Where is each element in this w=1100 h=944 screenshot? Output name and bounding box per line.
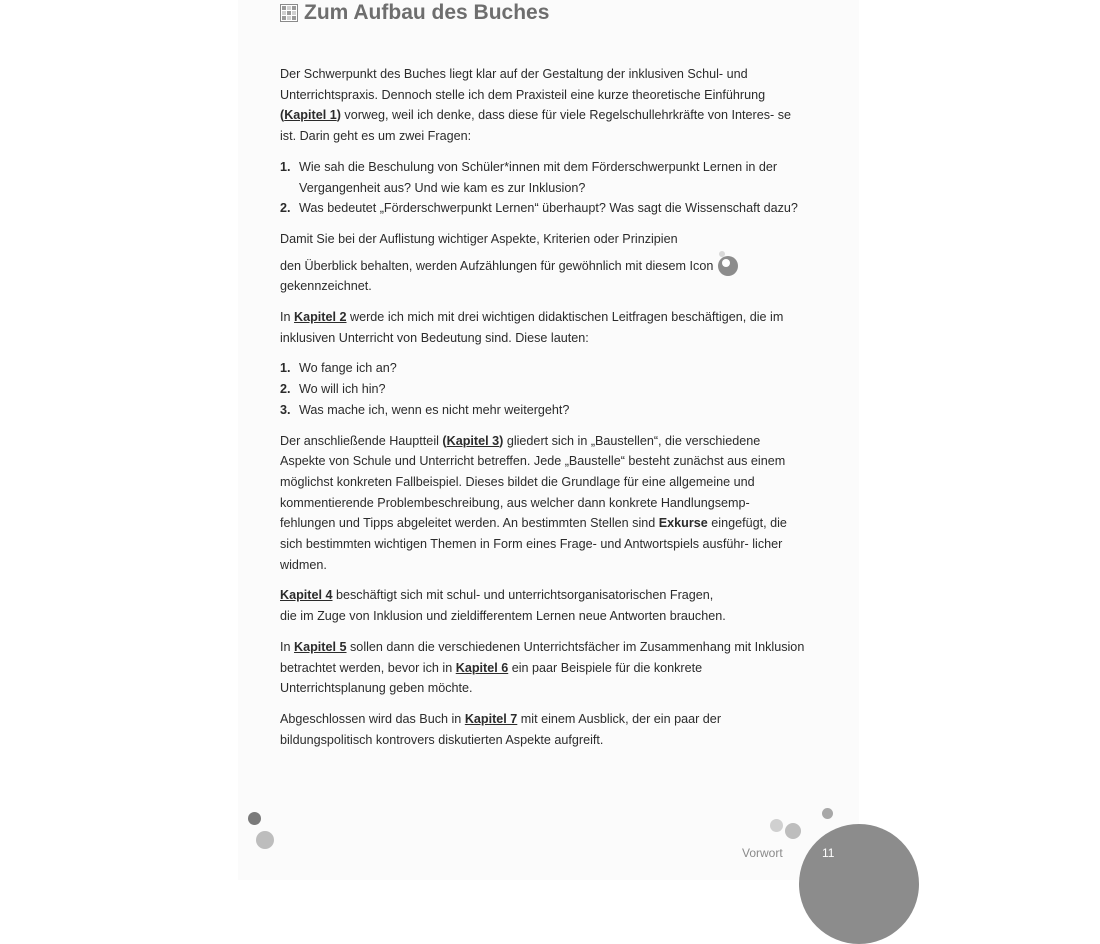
heading-title: Zum Aufbau des Buches xyxy=(304,1,550,24)
chapter-ref-3[interactable]: Kapitel 3 xyxy=(446,433,500,448)
puzzle-grid-icon xyxy=(280,4,298,22)
chapter-ref-7[interactable]: Kapitel 7 xyxy=(464,711,518,726)
list-item xyxy=(280,157,805,198)
list-text: Wie sah die Beschulung von Schüler*innen mit dem Förderschwerpunkt Lernen in der Vergangenheit aus? Und wie kam es zur Inklusion? xyxy=(299,159,778,195)
list-text: Was bedeutet „Förderschwerpunkt Lernen“ überhaupt? Was sagt die Wissenschaft dazu? xyxy=(299,201,798,216)
list-number: 2. xyxy=(280,201,291,216)
text-span: mit einem Ausblick, der ein paar der bildungspolitisch kontrovers diskutierten Aspekte aufgreift. xyxy=(280,711,722,747)
paragraph-chapter-7 xyxy=(280,709,805,750)
paren: ( xyxy=(280,108,285,123)
decor-dot-left-light xyxy=(256,831,274,849)
enumeration-bubble-icon xyxy=(715,250,739,276)
decor-dot-right-mid xyxy=(785,823,801,839)
question-list xyxy=(280,157,805,219)
text-span: Abgeschlossen wird das Buch in xyxy=(280,711,465,726)
list-item xyxy=(280,400,805,421)
text-span: vorweg, weil ich denke, dass diese für viele Regelschullehrkräfte von Interes- se ist. Darin geht es um zwei Fragen: xyxy=(280,108,792,144)
chapter-ref-6[interactable]: Kapitel 6 xyxy=(455,660,509,675)
paragraph-chapter-5-6 xyxy=(280,637,805,699)
text-span: In xyxy=(280,639,295,654)
text-span: die im Zuge von Inklusion und zieldifferentem Lernen neue Antworten brauchen. xyxy=(280,609,726,624)
paragraph-chapter-2 xyxy=(280,307,805,348)
chapter-ref-2[interactable]: Kapitel 2 xyxy=(294,310,347,325)
footer-section-label: Vorwort xyxy=(742,846,783,860)
text-span: gekennzeichnet. xyxy=(280,279,372,294)
list-number: 2. xyxy=(280,382,291,397)
list-item xyxy=(280,198,805,219)
list-text: Wo fange ich an? xyxy=(299,361,397,376)
chapter-ref-4[interactable]: Kapitel 4 xyxy=(280,588,333,603)
text-span: werde ich mich mit drei wichtigen didaktischen Leitfragen beschäftigen, die im inklusiven Unterricht von Bedeutung sind. Diese lauten: xyxy=(280,310,784,345)
text-span: Der Schwerpunkt des Buches liegt klar auf der Gestaltung der inklusiven Schul- und Unterrichtspraxis. Dennoch stelle ich dem Praxisteil eine kurze theoretische Einführung xyxy=(280,67,766,102)
list-text: Was mache ich, wenn es nicht mehr weitergeht? xyxy=(299,402,570,417)
chapter-ref-5[interactable]: Kapitel 5 xyxy=(294,639,347,654)
text-span: In xyxy=(280,310,295,325)
section-heading xyxy=(280,1,549,25)
text-span: sollen dann die verschiedenen Unterrichtsfächer im Zusammenhang mit Inklusion betrachtet werden, bevor ich in xyxy=(280,639,805,675)
list-item xyxy=(280,379,805,400)
decor-dot-right-light xyxy=(770,819,783,832)
paren: ( xyxy=(442,433,447,448)
paragraph-intro xyxy=(280,64,805,147)
text-span: ein paar Beispiele für die konkrete Unterrichtsplanung geben möchte. xyxy=(280,660,703,696)
paragraph-chapter-3 xyxy=(280,431,805,576)
text-span: eingefügt, die sich bestimmten wichtigen Themen in Form eines Frage- und Antwortspiels ausführ- licher widmen. xyxy=(280,516,787,572)
page-number-badge xyxy=(799,824,919,944)
paragraph-chapter-4 xyxy=(280,585,805,626)
list-number: 1. xyxy=(280,159,291,174)
paragraph-icon-note xyxy=(280,229,805,297)
text-span: Der anschließende Hauptteil xyxy=(280,433,443,448)
exkurse-term: Exkurse xyxy=(658,516,708,531)
text-span: gliedert sich in „Baustellen“, die verschiedene Aspekte von Schule und Unterricht betreffen. Jede „Baustelle“ besteht zunächst aus einem möglichst konkreten Fallbeispiel. Dieses bildet die Grundlage für eine allgemeine und kommentierende Problembeschreibung, aus welcher dann konkrete Handlungsemp- fehlungen und Tipps abgeleitet werden. An bestimmten Stellen sind xyxy=(280,433,786,531)
decor-dot-left-dark xyxy=(248,812,261,825)
list-number: 1. xyxy=(280,361,291,376)
text-span: Damit Sie bei der Auflistung wichtiger Aspekte, Kriterien oder Prinzipien xyxy=(280,231,678,246)
paren: ) xyxy=(499,433,504,448)
body-text xyxy=(280,64,805,760)
decor-dot-right-small xyxy=(822,808,833,819)
list-item xyxy=(280,358,805,379)
guiding-question-list xyxy=(280,358,805,420)
paren: ) xyxy=(336,108,341,123)
list-number: 3. xyxy=(280,402,291,417)
text-span: beschäftigt sich mit schul- und unterrichtsorganisatorischen Fragen, xyxy=(332,588,714,603)
list-text: Wo will ich hin? xyxy=(299,382,386,397)
chapter-ref-1[interactable]: Kapitel 1 xyxy=(284,108,337,123)
page-number: 11 xyxy=(822,846,835,860)
text-span: den Überblick behalten, werden Aufzählungen für gewöhnlich mit diesem Icon xyxy=(280,258,714,273)
